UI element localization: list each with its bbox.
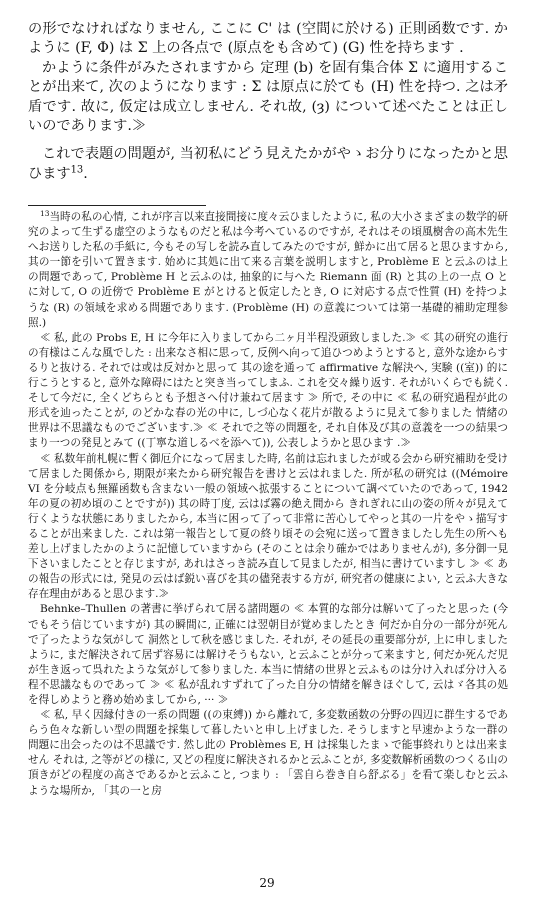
paragraph: の形でなければなりません, ここに C' は (空間に於ける) 正則函数です. かように (F, Φ) は Σ 上の各点で (原点をも含めて) (G) 性を持ちます . — [28, 21, 509, 57]
main-text — [28, 20, 508, 184]
page-number: 29 — [259, 876, 275, 890]
footnote-paragraph: ≪ 私数年前札幌に暫く御厄介になって居ました時, 名前は忘れましたが或る会から研究補助を受けて居ました関係から, 期限が来たから研究報告を書けと云はれました. 所が私の研究は ((Mémoire VI を分岐点も無羅函数も含まない一般の領域へ拡張することについて調べていたのであって, 1942 年の夏の初め頃のことですが)) 其の時丁度, 云はば霧の絶え間から きれぎれに山の姿の所々が見えて行くような状態にありましたから, 本当に困って了って非常に苦心してやっと其の一片をやゝ描写することが出来ました. これは第一報告として夏の終り頃その会宛に送って置きましたし先生の所へも差し上げましたかのように記憶していますから (そのことは余り確かではありませんが), 多分御一見下さいましたことと存じますが, あれはさっき読み直して見ましたが, 相当に書けていますし ≫ ≪ あの報告の形式には, 発見の云はば鋭い喜びを其の儘発表する方が, 研究者の健康によい, と云ふ大きな存在理由があると思ひます.≫ — [28, 452, 508, 601]
footnote-marker: 13 — [40, 208, 50, 218]
footnote-rule — [28, 205, 206, 206]
footnote-paragraph: Behnke–Thullen の著書に挙げられて居る諸問題の ≪ 本質的な部分は解いて了ったと思った (今でもそう信じていますが) 其の瞬間に, 正確には翌朝目が覚めましたとき 何だか自分の一部分が死んで了ったような気がして 洞然として秋を感じました. それが, その延長の重要部分が, 上に申しましたように, まだ解決されて居ず容易には解けそうもない, と云ふことが分って来ますと, 何だか死んだ児が生き返って呉れたような気がして参りました. 本当に情緒の世界と云ふものは分け入れば分け入る程不思議なものであって ≫ ≪ 私が乱れすずれて了った自分の情緒を解きほぐして, 云はゞ各其の処を得しめようと務め始めましてから, ··· ≫ — [28, 603, 508, 706]
paragraph: これで表題の問題が, 当初私にどう見えたかがやゝお分りになったかと思ひます$^{13}$. — [28, 146, 508, 182]
footnote-paragraph: ≪ 私, 此の Probs E, H に今年に入りましてから二ヶ月半程没頭致しました.≫ ≪ 其の研究の進行の有様はこんな風でした : 出来なさ相に思って, 反例へ向って追ひつめようとすると, 意外な途からするりと抜ける. それでは或は反対かと思って 其の途を通って affirmative な解決へ, 実験 ((室)) 的に行こうとすると, 意外な障碍にはたと突き当ってしまふ. これを交々繰り返す. それがいくらでも続く. そして今だに, 全くどちらとも予想さへ付け兼ねて居ます ≫ 所で, その中に ≪ 私の研究過程が此の形式を辿ったことが, のどかな春の光の中に, しづ心なく花片が散るように見えて参りました 情緒の世界は不思議なものでございます.≫ ≪ それで之等の問題を, それ自体及び其の意義を一つの結果つまり一つの発見とみて ((丁寧な道しるべを添へて)), 公表しようかと思ひます .≫ — [28, 331, 508, 450]
footnote — [28, 210, 508, 799]
footnote-reference: 13 — [70, 164, 84, 176]
footnote-paragraph: ≪ 私, 早く因縁付きの一系の問題 ((の束縛)) から離れて, 多変数函数の分野の四辺に群生するであらう色々な新しい型の問題を採集して暮したいと申し上げました. そうしますと早速かような一群の問題に出会ったのは不思議です. 然し此の Problèmes E, H は採集したまゝで能事終れりとは出来ません それは, 之等がどの様に, 又どの程度に解決されるかと云ふことが, 多変数解析函数のつくる山の頂きがどの程度の高さであるかと云ふこと, つまり : 「雲自ら巻き自ら舒ぶる」を看て楽しむと云ふような場所か, 「其の一と房 — [28, 709, 508, 797]
footnote-paragraph — [28, 210, 508, 331]
paragraph: かように条件がみたされますから 定理 (b) を固有集合体 Σ に適用することが出来て, 次のようになります : Σ は原点に於ても (H) 性を持つ. 之は矛盾です. 故に, 仮定は成立しません. それ故, (ȝ) について述べたことは正しいのであります.≫ — [28, 59, 508, 135]
paragraph-text: これで表題の問題が, 当初私にどう見えたかがやゝお分りになったかと思ひます — [28, 146, 508, 182]
footnote-text: 当時の私の心情, これが序言以来直接間接に度々云ひましたように, 私の大小さまざまの数学的研究のよって生ずる虚空のようなものだと私は今考へているのですが, それはその頃風樹舎の高木先生へお送りした私の手紙に, 今もその写しを読み直してみたのですが, 鮮かに出て居ると思ひますから, 其の一節を引いて置きます. 始めに其処に出て来る言葉を説明しますと, Problème E と云ふのは上の問題であって, Problème H と云ふのは, 抽象的に与へた Riemann 面 (R) と其の上の一点 O とに対して, O の近傍で Problème E がとけると仮定したとき, O に対応する点で性質 (H) を持つような (R) の領域を求める問題であります. (Problème (H) の意義については第一基礎的補助定理参照.) — [28, 211, 508, 329]
